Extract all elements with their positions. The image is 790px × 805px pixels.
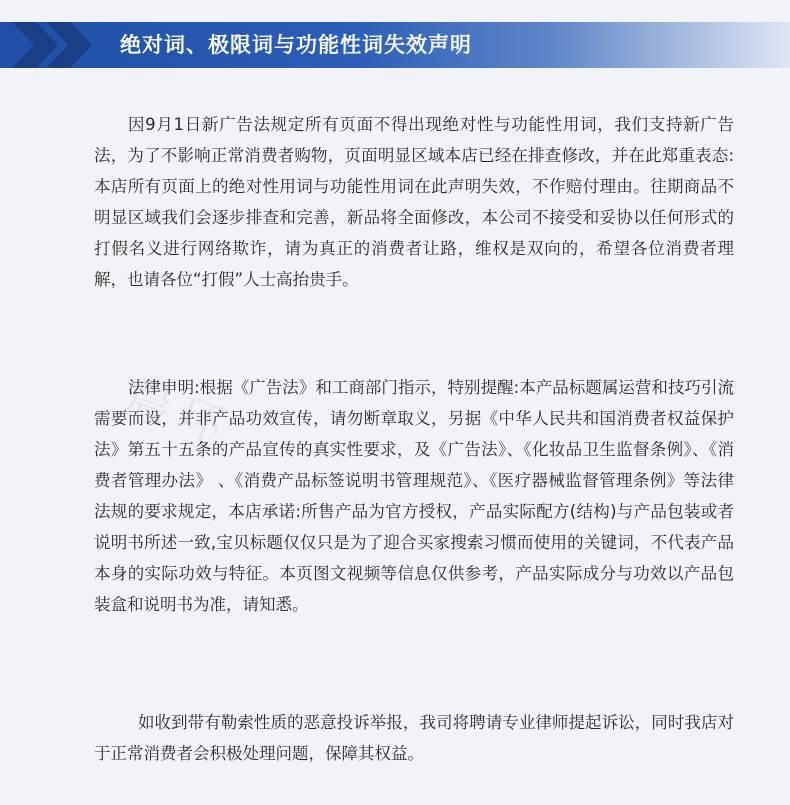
watermark-text: 晨环 xyxy=(118,368,239,457)
complaint-notice-paragraph: 如收到带有勒索性质的恶意投诉举报，我司将聘请专业律师提起诉讼，同时我店对于正常消费者会积极处理问题，保障其权益。 xyxy=(94,713,734,763)
header-banner xyxy=(0,22,790,68)
page-title: 绝对词、极限词与功能性词失效声明 xyxy=(120,33,472,57)
disclaimer-paragraph: 因9月1日新广告法规定所有页面不得出现绝对性与功能性用词，我们支持新广告法，为了不影响正常消费者购物，页面明显区域本店已经在排查修改，并在此郑重表态:本店所有页面上的绝对性用词与功能性用词在此声明失效，不作赔付理由。往期商品不明显区域我们会逐步排查和完善，新品将全面修改，本公司不接受和妥协以任何形式的打假名义进行网络欺诈，请为真正的消费者让路，维权是双向的，希望各位消费者理解，也请各位“打假”人士高抬贵手。 xyxy=(94,115,734,289)
legal-statement-paragraph: 法律申明:根据《广告法》和工商部门指示，特别提醒:本产品标题属运营和技巧引流需要而设，并非产品功效宣传，请勿断章取义，另据《中华人民共和国消费者权益保护法》第五十五条的产品宣传的真实性要求，及《广告法》、《化妆品卫生监督条例》、《消费者管理办法》 、《消费产品标签说明书管理规范》、《医疗器械监督管理条例》等法律法规的要求规定，本店承诺:所售产品为官方授权，产品实际配方(结构)与产品包装或者说明书所述一致,宝贝标题仅仅只是为了迎合买家搜索习惯而使用的关键词，不代表产品本身的实际功效与特征。本页图文视频等信息仅供参考，产品实际成分与功效以产品包装盒和说明书为准，请知悉。 xyxy=(94,378,734,614)
double-chevron-icon xyxy=(12,22,102,68)
